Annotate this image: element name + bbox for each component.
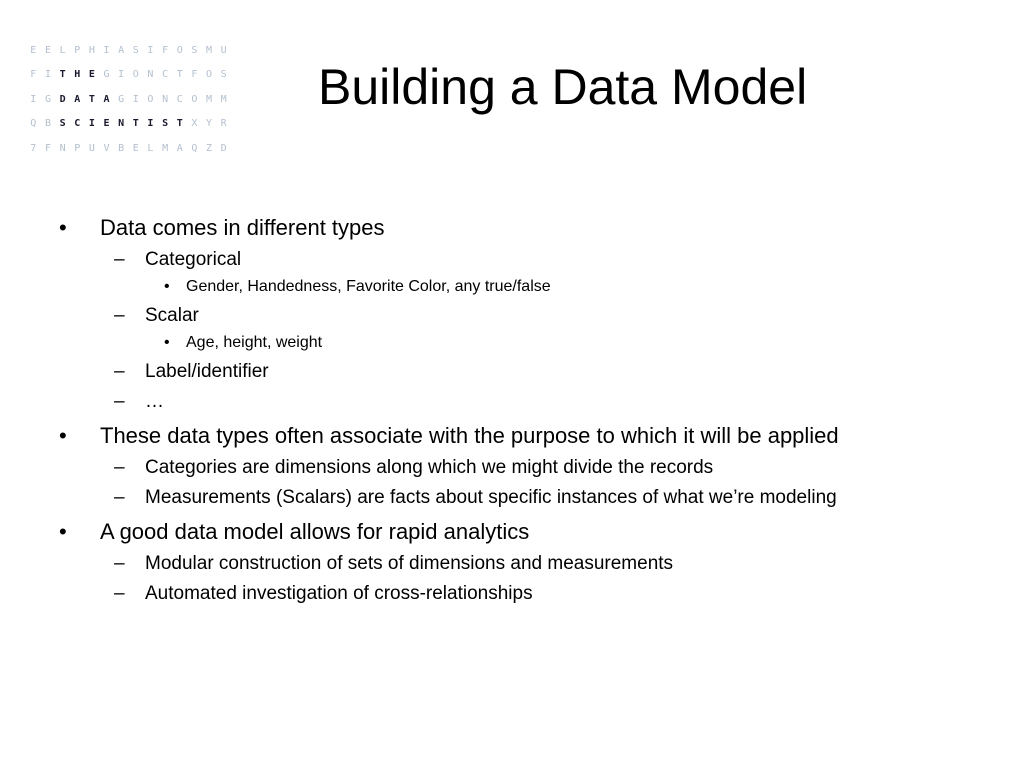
logo-letter: I [147,118,154,130]
bullet-marker: • [164,334,170,351]
logo-letter: O [176,44,183,56]
logo-letter: N [162,93,169,105]
logo-letter: M [162,142,169,154]
logo-letter: B [118,142,125,154]
bullet-marker: – [114,487,125,508]
logo-letter: U [88,142,95,154]
bullet-text: Measurements (Scalars) are facts about specific instances of what we’re modeling [145,487,837,508]
logo-letter: Q [191,142,198,154]
logo-letter: F [191,69,198,81]
logo-letter: A [74,93,81,105]
bullet-text: Automated investigation of cross-relationships [145,583,533,604]
logo-letter: S [191,44,198,56]
bullet-level-3 [56,333,956,353]
slide-title: Building a Data Model [318,59,808,115]
logo-letter: S [59,118,66,130]
logo-row [26,63,231,88]
logo-letter: T [88,93,95,105]
logo-letter: T [176,118,183,130]
logo-letter: E [30,44,37,56]
logo-letter: 7 [30,142,37,154]
bullet-marker: – [114,249,125,270]
logo-letter: P [74,142,81,154]
logo-letter: F [30,69,37,81]
logo-row [26,136,231,161]
logo-letter: I [132,93,139,105]
logo-letter: R [220,118,227,130]
logo-letter: I [30,93,37,105]
logo-letter: O [147,93,154,105]
logo-letter: C [176,93,183,105]
bullet-level-2 [56,552,956,575]
logo-letter: F [162,44,169,56]
logo-letter: A [103,93,110,105]
slide-body [56,215,956,605]
logo-letter: G [103,69,110,81]
logo-letter: T [176,69,183,81]
logo-letter: T [59,69,66,81]
bullet-marker: – [114,361,125,382]
logo-letter: U [220,44,227,56]
logo-row [26,112,231,137]
logo-letter: S [132,44,139,56]
bullet-level-3 [56,277,956,297]
bullet-text: Label/identifier [145,361,269,382]
logo-letter: O [191,93,198,105]
logo-letter: E [103,118,110,130]
bullet-text: Age, height, weight [186,334,323,351]
bullet-level-2 [56,456,956,479]
bullet-level-2 [56,248,956,271]
bullet-level-2 [56,304,956,327]
bullet-marker: • [59,215,67,240]
bullet-text: Modular construction of sets of dimensions and measurements [145,553,674,574]
logo-letter: I [118,69,125,81]
logo-letter: X [191,118,198,130]
bullet-level-2 [56,360,956,383]
bullet-marker: – [114,391,125,412]
logo-letter: I [88,118,95,130]
bullet-marker: – [114,583,125,604]
logo-letter: M [220,93,227,105]
logo-letter: E [44,44,51,56]
logo-letter: E [88,69,95,81]
logo-letter: H [88,44,95,56]
bullet-level-1 [56,423,956,449]
logo-letter: C [162,69,169,81]
logo-letter: I [147,44,154,56]
logo-letter: S [162,118,169,130]
logo-letter: N [118,118,125,130]
bullet-text: Data comes in different types [100,215,385,240]
logo-row [26,87,231,112]
logo-letter: H [74,69,81,81]
logo-letter: A [118,44,125,56]
logo-letter: L [147,142,154,154]
logo-letter: G [118,93,125,105]
logo-letter: I [44,69,51,81]
logo-letter: L [59,44,66,56]
bullet-text: … [145,391,164,412]
bullet-level-1 [56,215,956,241]
bullet-marker: – [114,553,125,574]
bullet-level-1 [56,519,956,545]
logo-letter: O [205,69,213,81]
bullet-marker: • [59,519,67,544]
logo-letter: F [44,142,51,154]
logo-letter: D [220,142,227,154]
logo-letter: B [44,118,51,130]
data-scientist-logo [26,38,231,153]
bullet-marker: – [114,457,125,478]
logo-row [26,38,231,63]
logo-letter: N [147,69,154,81]
logo-letter: I [103,44,110,56]
bullet-text: Scalar [145,305,199,326]
logo-letter: O [132,69,139,81]
bullet-level-2 [56,486,956,509]
logo-letter: Y [205,118,213,130]
bullet-level-2 [56,390,956,413]
bullet-marker: • [164,278,170,295]
logo-letter: M [205,93,213,105]
bullet-text: These data types often associate with the purpose to which it will be applied [100,423,839,448]
logo-letter: V [103,142,110,154]
logo-letter: A [176,142,183,154]
bullet-text: Categories are dimensions along which we might divide the records [145,457,714,478]
bullet-text: Categorical [145,249,242,270]
logo-letter: E [132,142,139,154]
bullet-marker: • [59,423,67,448]
logo-letter: Q [30,118,37,130]
logo-letter: N [59,142,66,154]
bullet-text: Gender, Handedness, Favorite Color, any true/false [186,278,551,295]
logo-letter: T [132,118,139,130]
logo-letter: D [59,93,66,105]
bullet-level-2 [56,582,956,605]
logo-letter: Z [205,142,213,154]
logo-letter: P [74,44,81,56]
logo-letter: M [205,44,213,56]
logo-letter: S [220,69,227,81]
logo-letter: G [44,93,51,105]
bullet-marker: – [114,305,125,326]
logo-letter: C [74,118,81,130]
bullet-text: A good data model allows for rapid analytics [100,519,530,544]
